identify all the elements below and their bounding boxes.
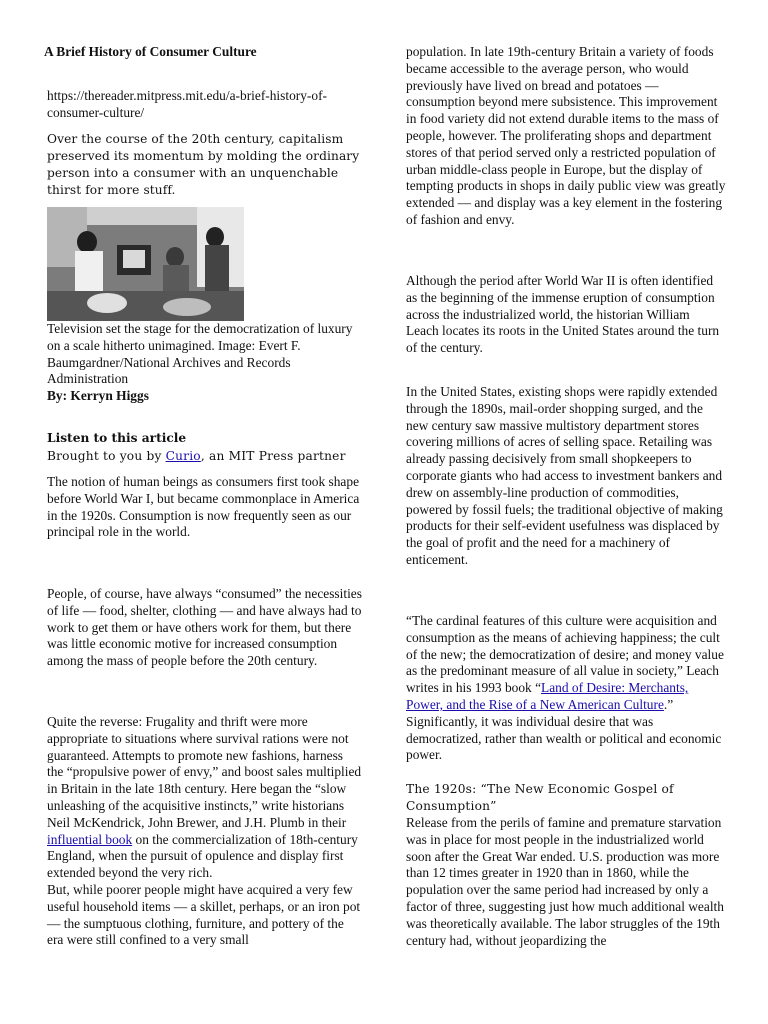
- partner-credit: [47, 449, 346, 463]
- partner-suffix: , an MIT Press partner: [200, 449, 346, 463]
- paragraph: In the United States, existing shops were rapidly extended through the 1890s, mail-order shopping surged, and the new century saw massive multistory department stores covering millions of acres of selling space. Retailing was already passing decisively from small shopkeepers to corporate giants who had access to investment bankers and drew on assembly-line production of commodities, powered by fossil fuels; the traditional objective of making products for their self-evident usefulness was displaced by the goal of profit and the need for a machinery of enticement.: [406, 384, 723, 567]
- paragraph: Although the period after World War II is often identified as the beginning of the immense eruption of consumption across the industrialized world, the historian William Leach locates its roots in the United States around the turn of the century.: [406, 273, 720, 356]
- paragraph: population. In late 19th-century Britain a variety of foods became accessible to the average person, who would previously have lived on bread and potatoes — consumption beyond mere subsistence. This improvement in food variety did not extend durable items to the mass of people, however. The proliferating shops and department stores of that period served only a restricted population of urban middle-class people in Europe, but the display of tempting products in shops in daily public view was greatly extended — and display was a key element in the fostering of fashion and envy.: [406, 44, 726, 227]
- paragraph: Release from the perils of famine and premature starvation was in place for most people in the industrialized world soon after the Great War ended. U.S. production was more than 12 times greater in 1920 than in 1860, while the population over the same period had increased by only a factor of three, suggesting just how much additional wealth was theoretically available. The labor struggles of the 19th century had, without jeopardizing the: [406, 815, 724, 948]
- land-of-desire-link[interactable]: Land of Desire: Merchants, Power, and the Rise of a New American Culture: [406, 680, 689, 712]
- paragraph: [47, 714, 362, 882]
- byline: By: Kerryn Higgs: [47, 388, 149, 403]
- paragraph-text: Quite the reverse: Frugality and thrift were more appropriate to situations where survival rations were not guaranteed. Attempts to promote new fashions, harness the “propulsive power of envy,” and boost sales multiplied in Britain in the late 18th century. Here began the “slow unleashing of the acquisitive instincts,” write historians Neil McKendrick, John Brewer, and J.H. Plumb in their: [47, 714, 362, 830]
- paragraph-text: “The cardinal features of this culture were acquisition and consumption as the means of achieving happiness; the cult of the new; the democratization of desire; and money value as the predominant measure of all value in society,” Leach writes in his 1993 book “: [406, 613, 724, 696]
- article-photo: [47, 207, 244, 321]
- influential-book-link[interactable]: influential book: [47, 831, 133, 847]
- family-watching-television-photo: [47, 207, 244, 321]
- paragraph: But, while poorer people might have acquired a very few useful household items — a skillet, perhaps, or an iron pot — the sumptuous clothing, furniture, and pottery of the era were still confined to a very small: [47, 881, 361, 948]
- listen-label: Listen to this article: [47, 431, 187, 445]
- paragraph-text: .” Significantly, it was individual desire that was democratized, rather than wealth or political and economic power.: [406, 696, 722, 763]
- article-lede: Over the course of the 20th century, capitalism preserved its momentum by molding the ordinary person into a consumer with an unquenchable thirst for more stuff.: [47, 132, 360, 197]
- paragraph: The notion of human beings as consumers first took shape before World War I, but became commonplace in America in the 1920s. Consumption is now frequently seen as our principal role in the world.: [47, 474, 360, 540]
- article-title: A Brief History of Consumer Culture: [44, 44, 257, 59]
- source-url: https://thereader.mitpress.mit.edu/a-brief-history-of-consumer-culture/: [47, 88, 328, 120]
- paragraph-block: [47, 714, 362, 949]
- partner-prefix: Brought to you by: [47, 449, 166, 463]
- photo-caption: Television set the stage for the democratization of luxury on a scale hitherto unimagined. Image: Evert F. Baumgardner/National Archives and Records Administration: [47, 321, 353, 387]
- paragraph-text: on the commercialization of 18th-century England, when the pursuit of opulence and display first extended beyond the very rich.: [47, 831, 358, 881]
- curio-link[interactable]: Curio: [165, 449, 201, 463]
- section-heading: The 1920s: “The New Economic Gospel of Consumption”: [406, 782, 674, 813]
- paragraph: People, of course, have always “consumed” the necessities of life — food, shelter, clothing — and have always had to work to get them or have others work for them, but there was little economic motive for increased consumption among the mass of people before the 20th century.: [47, 586, 362, 669]
- paragraph: [406, 613, 726, 764]
